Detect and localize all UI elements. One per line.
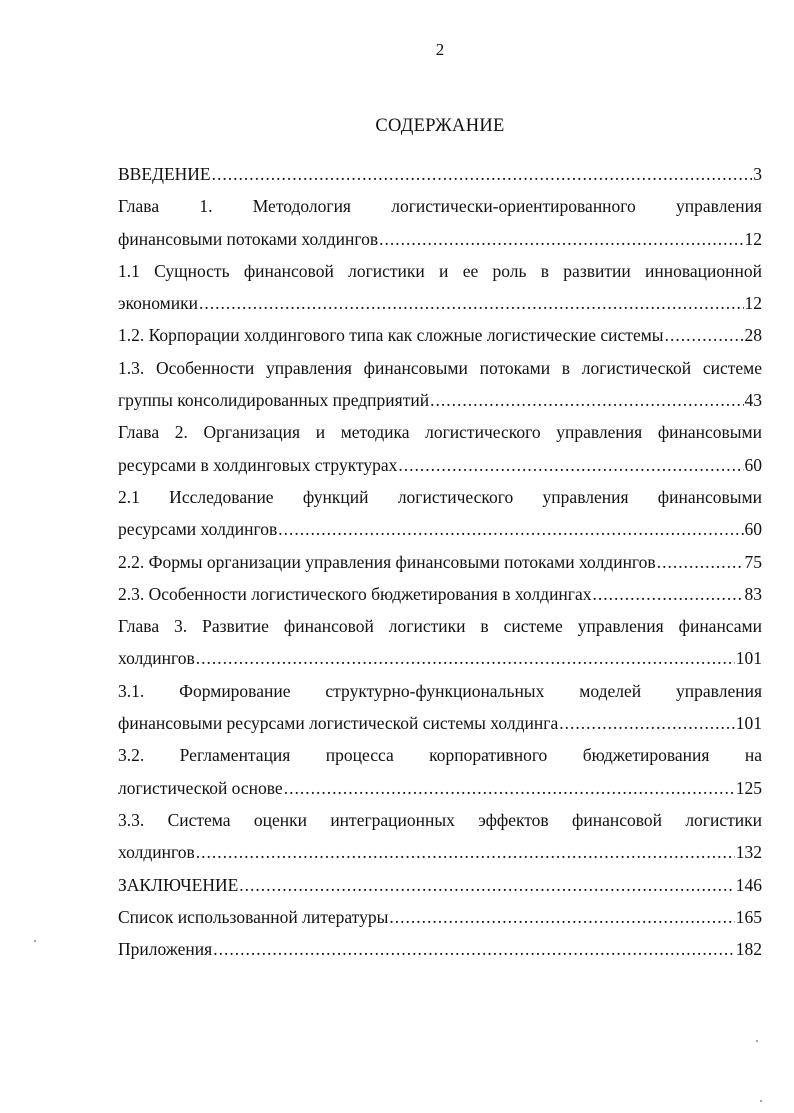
toc-entry-line: Глава 2. Организация и методика логистического управления финансовыми [118,422,762,443]
scan-speck [34,940,36,942]
toc-entry[interactable] [118,675,762,740]
toc-entry-last-line [118,933,762,965]
dot-leader [665,319,744,351]
toc-page-number: 83 [744,583,762,604]
toc-entry[interactable] [118,190,762,255]
dot-leader [430,384,743,416]
toc-page-number: 182 [735,939,762,960]
dot-leader [196,836,735,868]
dot-leader [278,513,743,545]
page-number: 2 [435,40,445,59]
toc-entry-last-line [118,901,762,933]
table-of-contents [118,158,762,965]
dot-leader [199,287,744,319]
toc-entry-last-line [118,707,762,739]
scan-speck [760,1100,762,1102]
toc-entry-text: 1.2. Корпорации холдингового типа как сложные логистические системы [118,325,664,346]
toc-entry-last-line [118,546,762,578]
toc-page-number: 101 [735,713,762,734]
toc-entry-line: Глава 3. Развитие финансовой логистики в системе управления финансами [118,616,762,637]
dot-leader [213,933,735,965]
dot-leader [379,223,743,255]
toc-entry[interactable] [118,901,762,933]
toc-entry-last-line [118,869,762,901]
toc-page-number: 60 [744,454,762,475]
toc-entry-text: экономики [118,293,198,314]
toc-entry-last-line [118,772,762,804]
toc-page-number: 12 [744,228,762,249]
toc-entry-last-line [118,319,762,351]
toc-page-number: 132 [735,842,762,863]
toc-page-number: 12 [744,293,762,314]
toc-entry[interactable] [118,578,762,610]
toc-entry[interactable] [118,352,762,417]
toc-entry-last-line [118,287,762,319]
toc-entry-text: финансовыми ресурсами логистической системы холдинга [118,713,559,734]
toc-page-number: 165 [735,906,762,927]
toc-entry[interactable] [118,933,762,965]
toc-entry-text: холдингов [118,842,195,863]
toc-entry-line: 1.1 Сущность финансовой логистики и ее роль в развитии инновационной [118,260,762,281]
toc-page-number: 3 [753,164,762,184]
toc-entry-line: 1.3. Особенности управления финансовыми потоками в логистической системе [118,357,762,378]
dot-leader [593,578,744,610]
toc-page-number: 101 [735,648,762,669]
toc-entry-last-line [118,642,762,674]
toc-entry-last-line [118,223,762,255]
toc-entry[interactable] [118,158,762,190]
toc-page-number: 75 [744,551,762,572]
toc-entry-text: ЗАКЛЮЧЕНИЕ [118,874,239,895]
toc-page-number: 43 [744,390,762,411]
toc-entry[interactable] [118,804,762,869]
toc-entry-last-line [118,578,762,610]
dot-leader [657,546,744,578]
toc-entry-text: ресурсами в холдинговых структурах [118,454,398,475]
toc-entry-last-line [118,836,762,868]
page-title: СОДЕРЖАНИЕ [375,116,505,136]
toc-entry-line: 3.3. Система оценки интеграционных эффектов финансовой логистики [118,809,762,830]
dot-leader [559,707,735,739]
toc-entry-line: 3.2. Регламентация процесса корпоративного бюджетирования на [118,745,762,766]
toc-entry-last-line [118,158,762,190]
toc-entry-line: 2.1 Исследование функций логистического управления финансовыми [118,486,762,507]
toc-page-number: 146 [735,874,762,895]
toc-entry[interactable] [118,481,762,546]
toc-entry-text: группы консолидированных предприятий [118,390,430,411]
toc-entry-text: ресурсами холдингов [118,519,278,540]
toc-entry[interactable] [118,869,762,901]
toc-entry-text: Приложения [118,939,213,960]
dot-leader [398,449,743,481]
toc-entry-text: логистической основе [118,777,283,798]
toc-entry[interactable] [118,416,762,481]
toc-entry-line: Глава 1. Методология логистически-ориентированного управления [118,196,762,217]
toc-page-number: 60 [744,519,762,540]
toc-entry-text: 2.2. Формы организации управления финансовыми потоками холдингов [118,551,656,572]
toc-entry-text: финансовыми потоками холдингов [118,228,379,249]
toc-entry[interactable] [118,610,762,675]
dot-leader [284,772,735,804]
toc-entry[interactable] [118,255,762,320]
toc-page-number: 125 [735,777,762,798]
dot-leader [196,642,735,674]
toc-entry-line: 3.1. Формирование структурно-функциональных моделей управления [118,680,762,701]
toc-entry-text: ВВЕДЕНИЕ [118,164,211,184]
toc-page-number: 28 [744,325,762,346]
toc-entry-text: Список использованной литературы [118,906,389,927]
toc-entry-text: холдингов [118,648,195,669]
dot-leader [389,901,734,933]
toc-entry[interactable] [118,739,762,804]
toc-entry-last-line [118,384,762,416]
dot-leader [239,869,734,901]
toc-entry-last-line [118,513,762,545]
dot-leader [212,158,753,190]
scan-speck [756,1040,758,1042]
toc-entry-text: 2.3. Особенности логистического бюджетирования в холдингах [118,583,592,604]
toc-entry[interactable] [118,546,762,578]
toc-entry-last-line [118,449,762,481]
toc-entry[interactable] [118,319,762,351]
